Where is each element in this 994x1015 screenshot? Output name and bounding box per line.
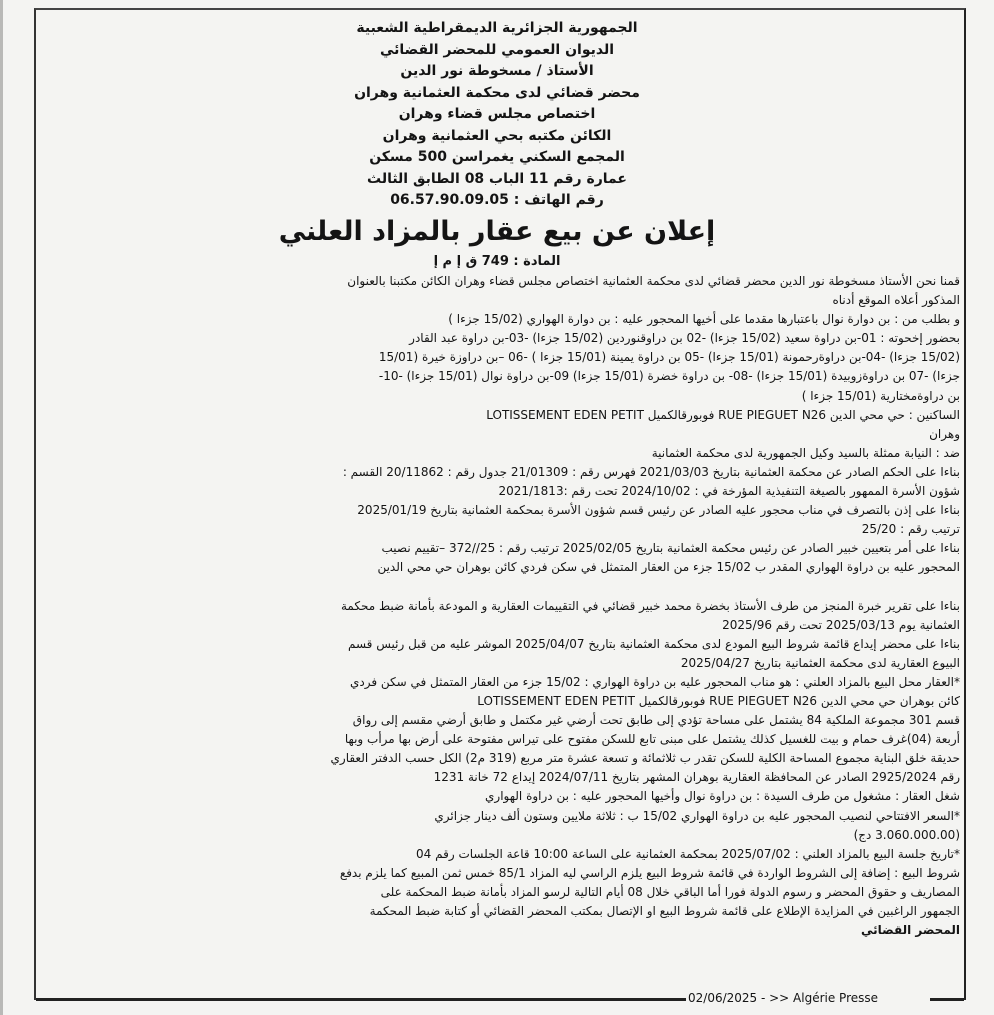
body-line: قمنا نحن الأستاذ مسخوطة نور الدين محضر قضائي لدى محكمة العثمانية اختصاص مجلس قضاء وهران الكائن مكتبنا بالعنوان	[347, 274, 960, 288]
letterhead	[60, 18, 934, 212]
body-line: *تاريخ جلسة البيع بالمزاد العلني : 2025/07/02 بمحكمة العثمانية على الساعة 10:00 قاعة الجلسات رقم 04	[416, 846, 960, 861]
scan-edge	[0, 0, 3, 1015]
body-line: الساكنين : حي محي الدين RUE PIEGUET N26 فوبورقالكميل LOTISSEMENT EDEN PETIT	[486, 407, 960, 422]
phone-number: رقم الهاتف : 06.57.90.09.05	[390, 192, 604, 208]
footer-rule-end	[930, 998, 964, 1001]
letterhead-line: الأستاذ / مسخوطة نور الدين	[400, 63, 594, 79]
letterhead-line: المجمع السكني يغمراسن 500 مسكن	[369, 149, 625, 165]
legal-article: المادة : 749 ق إ م إ	[433, 254, 561, 269]
body-line: جزءا) -07 بن دراوةزوبيدة (15/01 جزءا) -08- بن دراوة خضرة (15/01 جزءا) 09-بن دراوة نوال (15/01 جزءا) -10-	[378, 369, 960, 384]
body-line: ترتيب رقم : 25/20	[861, 522, 960, 537]
body-line: و بطلب من : بن دوارة نوال باعتبارها مقدما على أخيها المحجور عليه : بن دوارة الهواري (15/02 جزءا )	[448, 312, 960, 327]
body-line: قسم 301 مجموعة الملكية 84 يشتمل على مساحة تؤدي إلى طابق تحت أرضي غير مكتمل و طابق أرضي مقسم إلى رواق	[352, 713, 960, 728]
body-line: (15/02 جزءا) -04-بن دراوةرحمونة (15/01 جزءا) -05 بن دراوة يمينة (15/01 جزءا ) -06 –بن دراوزة خيرة (15/01	[378, 350, 960, 365]
notice-body	[40, 272, 960, 940]
body-line: المحجور عليه بن دراوة الهواري المقدر ب 15/02 جزء من العقار المتمثل في سكن فردي كائن بوهران حي محي الدين	[377, 560, 960, 575]
body-line: شغل العقار : مشغول من طرف السيدة : بن دراوة نوال وأخيها المحجور عليه : بن دراوة الهواري	[485, 789, 960, 804]
body-line: بن دراوةمختارية (15/01 جزءا )	[801, 388, 960, 403]
body-line: ضد : النيابة ممثلة بالسيد وكيل الجمهورية لدى محكمة العثمانية	[651, 445, 960, 460]
body-line: بناءا على إذن بالتصرف في مناب محجور عليه الصادر عن رئيس قسم شؤون الأسرة بمحكمة العثمانية بتاريخ 2025/01/19	[357, 503, 960, 518]
letterhead-line: الكائن مكتبه بحي العثمانية وهران	[382, 127, 612, 144]
body-line: رقم 2925/2024 الصادر عن المحافظة العقارية بوهران المشهر بتاريخ 2024/07/11 إيداع 72 خانة 1231	[433, 770, 960, 785]
footer-source: 02/06/2025 - >> Algérie Presse	[688, 991, 879, 1005]
body-line: شؤون الأسرة الممهور بالصيغة التنفيذية المؤرخة في : 2024/10/02 تحت رقم :2021/1813	[498, 484, 960, 499]
letterhead-line: الجمهورية الجزائرية الديمقراطية الشعبية	[356, 20, 638, 36]
body-line: بناءا على الحكم الصادر عن محكمة العثمانية بتاريخ 2021/03/03 فهرس رقم : 21/01309 جدول رقم : 20/11862 القسم :	[342, 464, 960, 479]
body-line: كائن بوهران حي محي الدين RUE PIEGUET N26 فوبورقالكميل LOTISSEMENT EDEN PETIT	[477, 693, 960, 708]
body-line: *السعر الافتتاحي لنصيب المحجور عليه بن دراوة الهواري 15/02 ب : ثلاثة ملايين وستون ألف دينار جزائري	[434, 808, 960, 823]
body-line: المذكور أعلاه الموقع أدناه	[832, 293, 960, 308]
letterhead-line: محضر قضائي لدى محكمة العثمانية وهران	[354, 84, 640, 101]
body-line: العثمانية يوم 2025/03/13 تحت رقم 2025/96	[722, 617, 960, 632]
notice-title: إعلان عن بيع عقار بالمزاد العلني	[278, 216, 716, 247]
body-line: المصاريف و حقوق المحضر و رسوم الدولة فورا أما الباقي خلال 08 أيام التالية لرسو المزاد بأمانة ضبط المحكمة على	[380, 884, 960, 899]
footer-rule	[36, 998, 686, 1001]
body-line: حديقة خلق البناية مجموع المساحة الكلية للسكن تقدر ب ثلاثمائة و تسعة عشرة متر مربع (319 م2) الكل حسب الدفتر العقاري	[330, 751, 960, 766]
body-line: وهران	[929, 426, 960, 441]
body-line: البيوع العقارية لدى محكمة العثمانية بتاريخ 2025/04/27	[680, 655, 960, 670]
signature-title: المحضر القضائي	[860, 923, 960, 938]
body-line: الجمهور الراغبين في المزايدة الإطلاع على قائمة شروط البيع او الإتصال بمكتب المحضر القضائي أو كتابة ضبط المحكمة	[369, 904, 960, 918]
letterhead-line: الديوان العمومي للمحضر القضائي	[379, 41, 615, 58]
letterhead-line: عمارة رقم 11 الباب 08 الطابق الثالث	[367, 170, 627, 187]
body-line: بناءا على محضر إيداع قائمة شروط البيع المودع لدى محكمة العثمانية بتاريخ 2025/04/07 الموشر عليه من قبل رئيس قسم	[347, 636, 960, 651]
body-line: (3.060.000.00 دج)	[853, 827, 960, 842]
body-line: *العقار محل البيع بالمزاد العلني : هو مناب المحجور عليه بن دراوة الهواري : 15/02 جزء من العقار المتمثل في سكن فردي	[349, 674, 960, 689]
blank-line	[40, 578, 960, 597]
body-line: بحضور إخحوته : 01-بن دراوة سعيد (15/02 جزءا) -02 بن دراوقنوردين (15/02 جزءا) -03-بن دراوة عبد القادر	[409, 331, 960, 346]
letterhead-line: اختصاص مجلس قضاء وهران	[398, 106, 596, 122]
body-line: أربعة (04)غرف حمام و بيت للغسيل كذلك يشتمل على مبنى تابع للسكن مفتوح على تيراس مفتوحة على أرض بها مرأب وبها	[344, 732, 960, 747]
body-line: بناءا على أمر بتعيين خبير الصادر عن رئيس محكمة العثمانية بتاريخ 2025/02/05 ترتيب رقم : 25//372 –تقييم نصيب	[381, 541, 960, 556]
body-line: شروط البيع : إضافة إلى الشروط الواردة في قائمة شروط البيع يلزم الراسي ليه المزاد 85/1 خمس ثمن المبيع كما يلزم بدفع	[339, 865, 960, 880]
body-line: بناءا على تقرير خبرة المنجز من طرف الأستاذ بخضرة محمد خبير قضائي في التقييمات العقارية و المودعة بأمانة ضبط محكمة	[340, 598, 960, 613]
